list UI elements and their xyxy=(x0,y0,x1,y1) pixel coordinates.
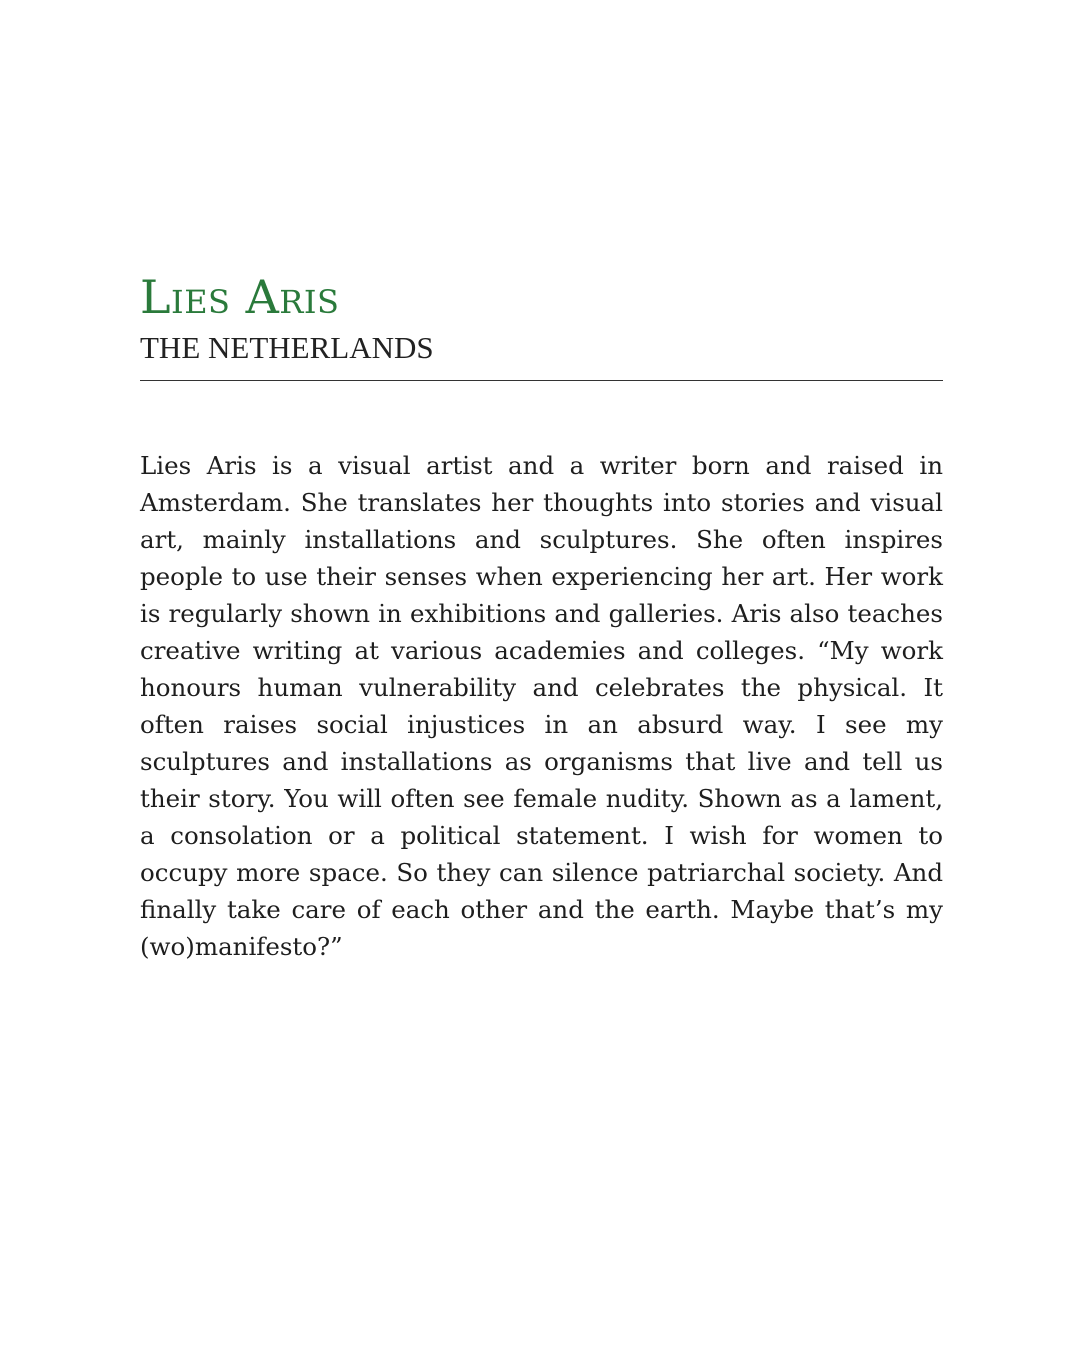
artist-profile xyxy=(140,270,943,965)
artist-name: Lies Aris xyxy=(140,270,340,324)
divider xyxy=(140,380,943,381)
artist-country: THE NETHERLANDS xyxy=(140,330,434,366)
artist-bio: Lies Aris is a visual artist and a writer born and raised in Amsterdam. She translates her thoughts into stories and visual art, mainly installations and sculptures. She often inspires people to use their senses when experiencing her art. Her work is regularly shown in exhibitions and galleries. Aris also teaches creative writing at various academies and colleges. “My work honours human vulnerability and celebrates the physical. It often raises social injustices in an absurd way. I see my sculptures and installations as organisms that live and tell us their story. You will often see female nudity. Shown as a lament, a consolation or a political statement. I wish for women to occupy more space. So they can silence patriarchal society. And finally take care of each other and the earth. Maybe that’s my (wo)manifesto?” xyxy=(140,451,943,962)
